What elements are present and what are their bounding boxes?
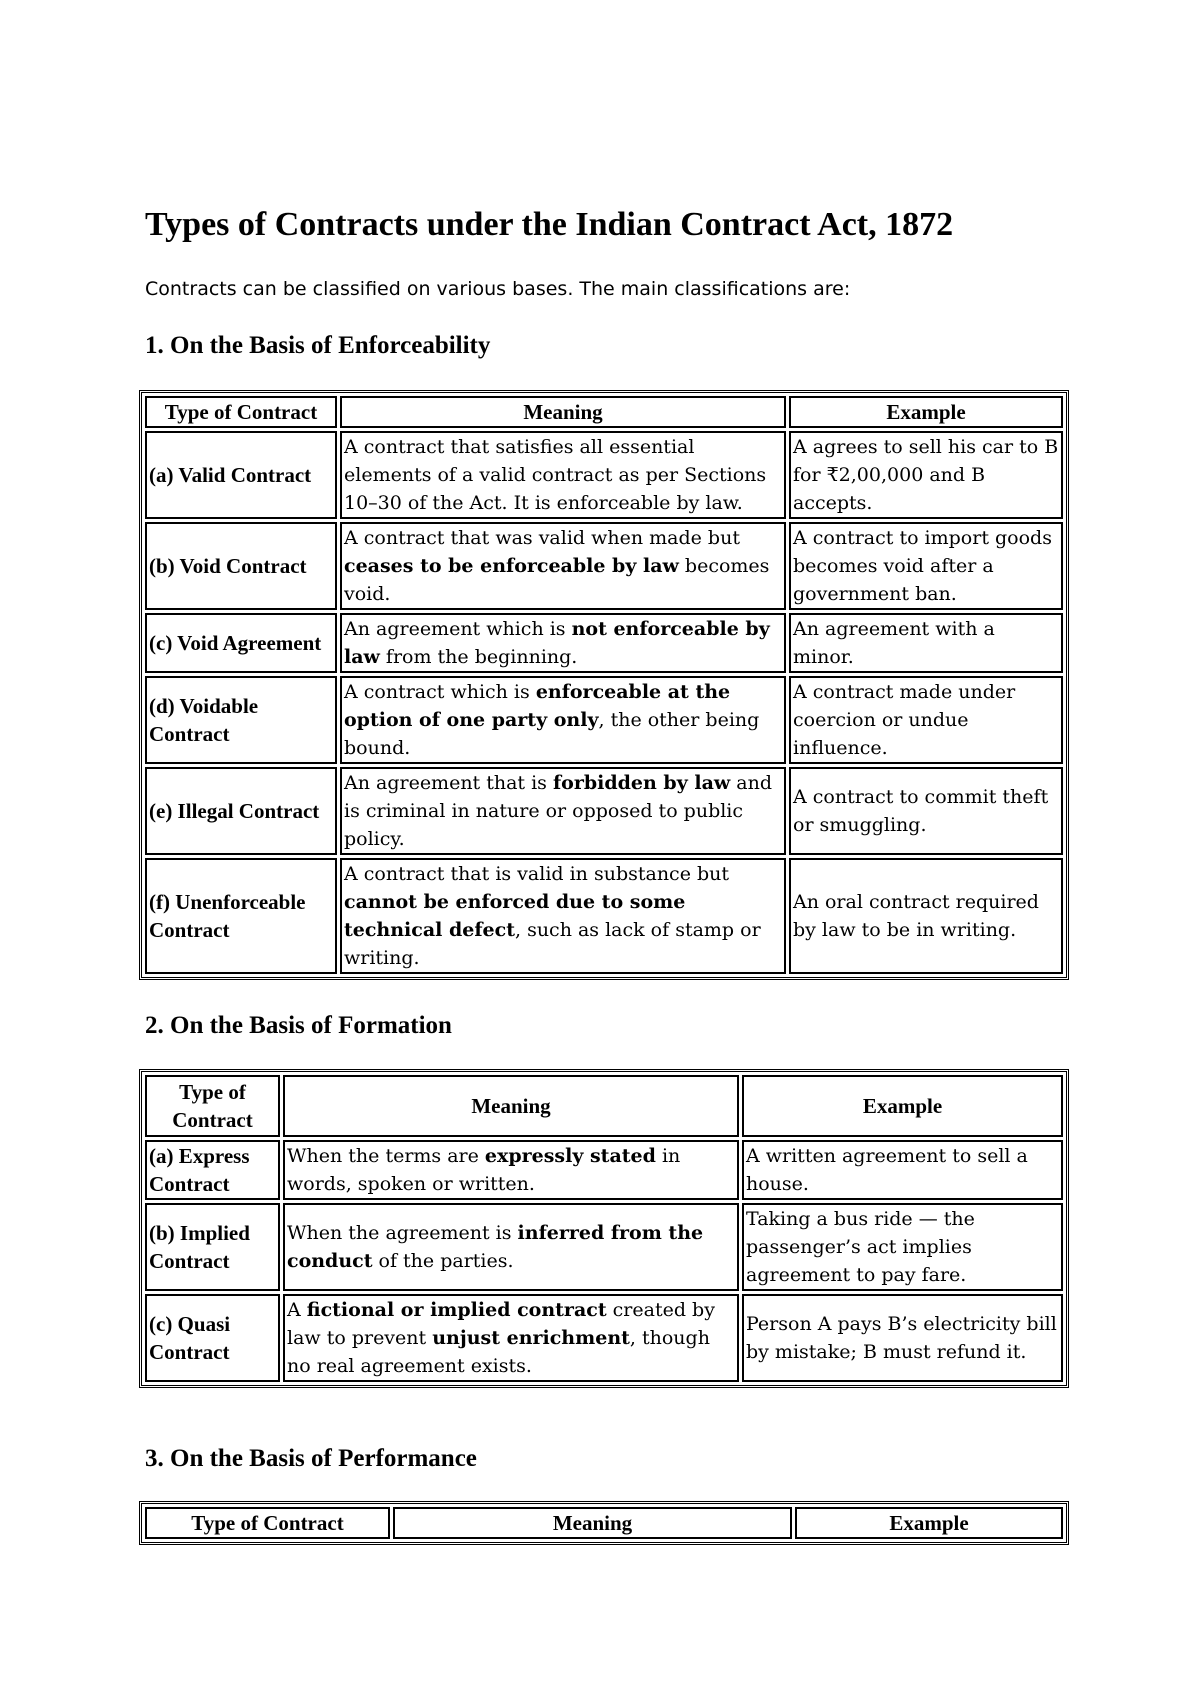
contract-type-cell: (b) Void Contract bbox=[145, 522, 337, 610]
example-cell: Taking a bus ride — the passenger’s act implies agreement to pay fare. bbox=[742, 1203, 1063, 1291]
meaning-text: An agreement which is bbox=[344, 618, 572, 640]
meaning-emphasis: forbidden by law bbox=[552, 772, 731, 794]
meaning-emphasis: inferred from the conduct bbox=[287, 1222, 704, 1272]
meaning-text: in words, spoken or written. bbox=[287, 1145, 681, 1195]
meaning-text: created by law to prevent bbox=[287, 1299, 715, 1349]
table-header-row bbox=[145, 1075, 1063, 1137]
section-heading-enforceability: 1. On the Basis of Enforceability bbox=[145, 332, 491, 359]
meaning-text: , the other being bound. bbox=[344, 709, 760, 759]
contract-type-cell: (f) Unenforceable Contract bbox=[145, 858, 337, 974]
header-meaning: Meaning bbox=[340, 396, 786, 428]
meaning-text: from the beginning. bbox=[379, 646, 578, 668]
header-type: Type of Contract bbox=[145, 1507, 390, 1539]
meaning-text: A contract that was valid when made but bbox=[344, 527, 740, 549]
meaning-cell bbox=[340, 431, 786, 519]
header-type: Type of Contract bbox=[145, 396, 337, 428]
meaning-cell bbox=[340, 676, 786, 764]
header-example: Example bbox=[789, 396, 1063, 428]
meaning-cell bbox=[283, 1140, 739, 1200]
example-cell: A agrees to sell his car to B for ₹2,00,000 and B accepts. bbox=[789, 431, 1063, 519]
example-cell: A contract to commit theft or smuggling. bbox=[789, 767, 1063, 855]
example-cell: An oral contract required by law to be in writing. bbox=[789, 858, 1063, 974]
meaning-emphasis: ceases to be enforceable by law bbox=[344, 555, 679, 577]
meaning-cell bbox=[340, 522, 786, 610]
meaning-text: When the agreement is bbox=[287, 1222, 518, 1244]
contract-type-cell: (d) Voidable Contract bbox=[145, 676, 337, 764]
section-heading-formation: 2. On the Basis of Formation bbox=[145, 1012, 452, 1039]
example-cell: A written agreement to sell a house. bbox=[742, 1140, 1063, 1200]
meaning-emphasis: expressly stated bbox=[484, 1145, 656, 1167]
meaning-text: and is criminal in nature or opposed to public policy. bbox=[344, 772, 773, 850]
meaning-text: When the terms are bbox=[287, 1145, 485, 1167]
meaning-cell bbox=[340, 767, 786, 855]
example-cell: An agreement with a minor. bbox=[789, 613, 1063, 673]
page-title: Types of Contracts under the Indian Contract Act, 1872 bbox=[145, 206, 954, 243]
table-row-unenforceable-contract bbox=[145, 858, 1063, 974]
example-cell: Person A pays B’s electricity bill by mistake; B must refund it. bbox=[742, 1294, 1063, 1382]
meaning-text: , such as lack of stamp or writing. bbox=[344, 919, 761, 969]
meaning-emphasis: not enforceable by law bbox=[344, 618, 770, 668]
table-header-row bbox=[145, 1507, 1063, 1539]
meaning-text: A contract that is valid in substance but bbox=[344, 863, 730, 885]
meaning-emphasis: unjust enrichment bbox=[432, 1327, 630, 1349]
table-row-valid-contract bbox=[145, 431, 1063, 519]
meaning-emphasis: enforceable at the option of one party only bbox=[344, 681, 731, 731]
meaning-cell bbox=[283, 1294, 739, 1382]
meaning-cell bbox=[340, 858, 786, 974]
table-row-quasi-contract bbox=[145, 1294, 1063, 1382]
contract-type-cell: (c) Void Agreement bbox=[145, 613, 337, 673]
intro-paragraph: Contracts can be classified on various bases. The main classifications are: bbox=[145, 278, 851, 300]
table-row-implied-contract bbox=[145, 1203, 1063, 1291]
example-cell: A contract made under coercion or undue influence. bbox=[789, 676, 1063, 764]
meaning-text: A contract which is bbox=[344, 681, 536, 703]
meaning-emphasis: cannot be enforced due to some technical defect bbox=[344, 891, 686, 941]
contract-type-cell: (c) Quasi Contract bbox=[145, 1294, 280, 1382]
section-heading-performance: 3. On the Basis of Performance bbox=[145, 1445, 477, 1472]
contract-type-cell: (a) Express Contract bbox=[145, 1140, 280, 1200]
formation-table bbox=[139, 1069, 1069, 1388]
meaning-cell bbox=[283, 1203, 739, 1291]
performance-table bbox=[139, 1501, 1069, 1545]
header-example: Example bbox=[795, 1507, 1063, 1539]
contract-type-cell: (a) Valid Contract bbox=[145, 431, 337, 519]
meaning-text: becomes void. bbox=[344, 555, 770, 605]
header-meaning: Meaning bbox=[393, 1507, 792, 1539]
meaning-emphasis: fictional or implied contract bbox=[306, 1299, 607, 1321]
header-example: Example bbox=[742, 1075, 1063, 1137]
enforceability-table bbox=[139, 390, 1069, 980]
table-header-row bbox=[145, 396, 1063, 428]
contract-type-cell: (b) Implied Contract bbox=[145, 1203, 280, 1291]
meaning-text: , though no real agreement exists. bbox=[287, 1327, 710, 1377]
example-cell: A contract to import goods becomes void after a government ban. bbox=[789, 522, 1063, 610]
meaning-text: A bbox=[287, 1299, 307, 1321]
meaning-cell bbox=[340, 613, 786, 673]
table-row-illegal-contract bbox=[145, 767, 1063, 855]
table-row-void-contract bbox=[145, 522, 1063, 610]
table-row-express-contract bbox=[145, 1140, 1063, 1200]
meaning-text: An agreement that is bbox=[344, 772, 553, 794]
meaning-text: A contract that satisfies all essential elements of a valid contract as per Sections 10–30 of the Act. It is enforceable by law. bbox=[344, 436, 767, 514]
header-meaning: Meaning bbox=[283, 1075, 739, 1137]
table-row-voidable-contract bbox=[145, 676, 1063, 764]
header-type: Type of Contract bbox=[145, 1075, 280, 1137]
table-row-void-agreement bbox=[145, 613, 1063, 673]
contract-type-cell: (e) Illegal Contract bbox=[145, 767, 337, 855]
meaning-text: of the parties. bbox=[372, 1250, 514, 1272]
